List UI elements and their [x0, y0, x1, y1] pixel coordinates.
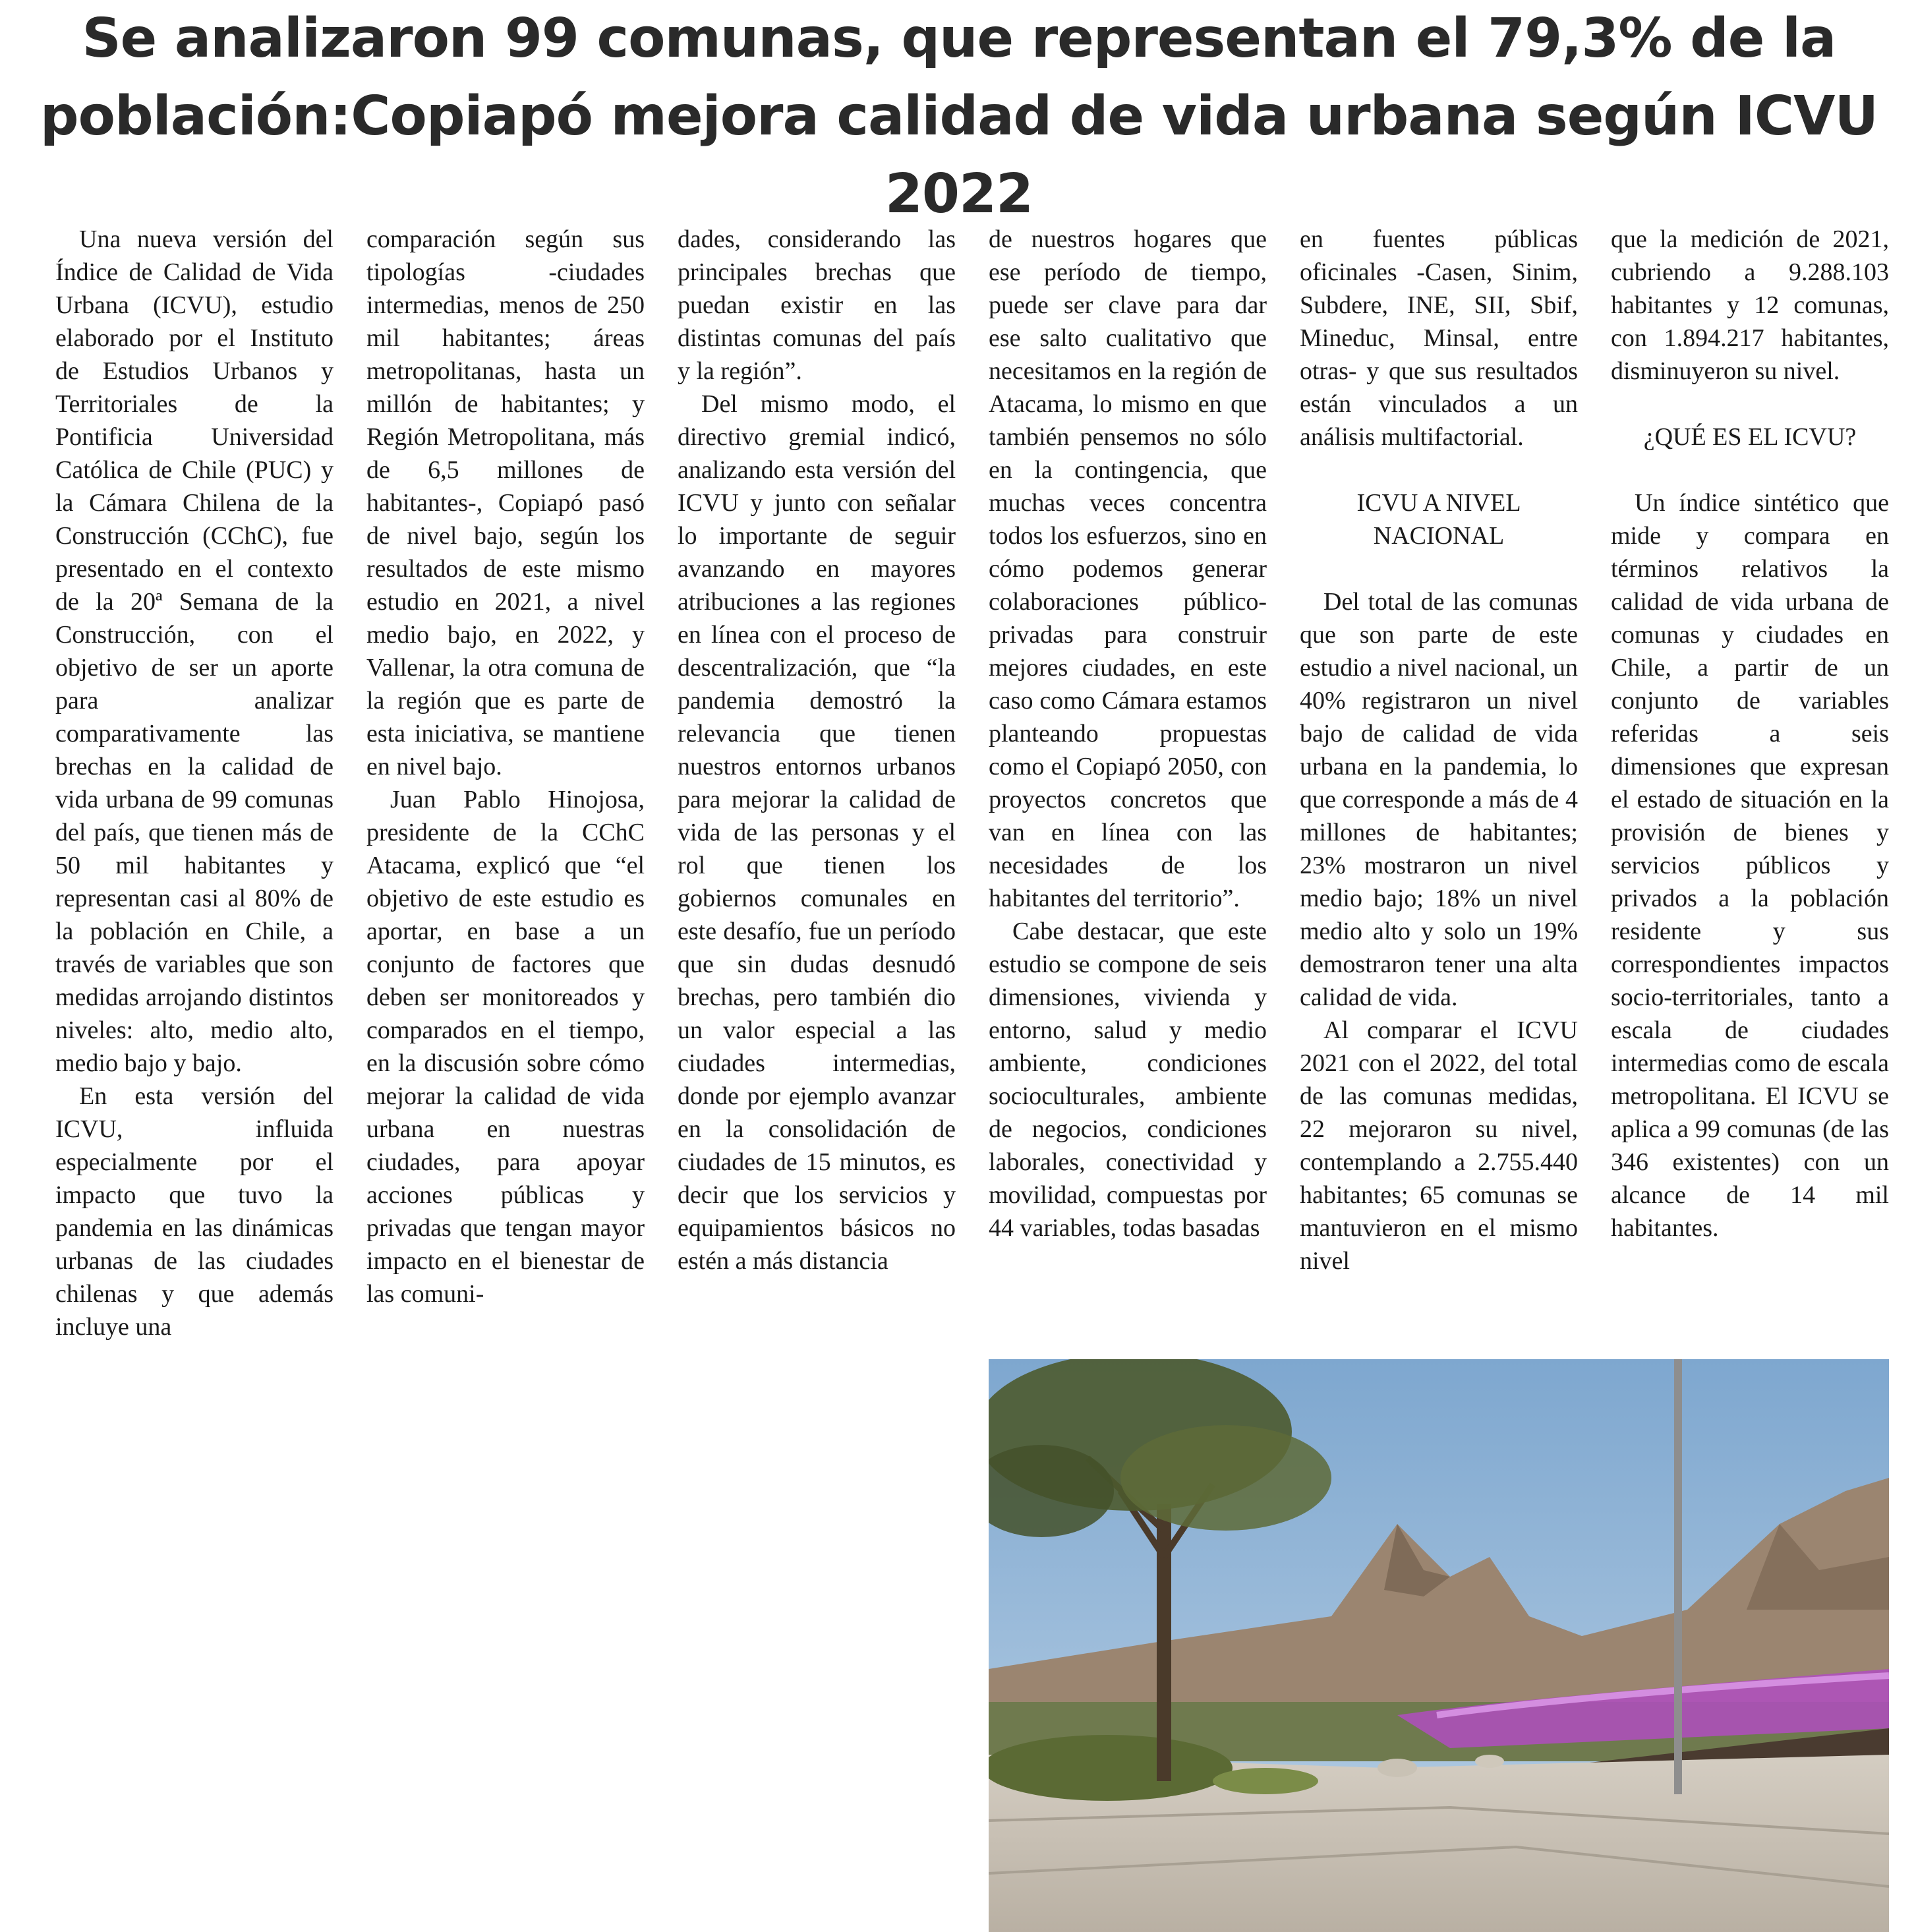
paragraph: En esta versión del ICVU, influida especialmente por el impacto que tuvo la pandemia en las dinámicas urbanas de las ciudades chilenas y que además incluye una [55, 1082, 334, 1341]
paragraph: de nuestros hogares que ese período de tiempo, puede ser clave para dar ese salto cualitativo que necesitamos en la región de Atacama, lo mismo en que también pensemos no sólo en la contingencia, que muchas veces concentra todos los esfuerzos, sino en cómo podemos generar colaboraciones público-privadas para construir mejores ciudades, en este caso como Cámara estamos planteando propuestas como el Copiapó 2050, con proyectos concretos que van en línea con las necesidades de los habitantes del territorio”. [989, 225, 1267, 912]
section-heading: ICVU A NIVEL NACIONAL [1356, 489, 1521, 550]
column-1 [55, 223, 334, 1343]
paragraph: Del mismo modo, el directivo gremial indicó, analizando esta versión del ICVU y junto con señalar lo importante de seguir avanzando en mayores atribuciones a las regiones en línea con el proceso de descentralización, que “la pandemia demostró la relevancia que tienen nuestros entornos urbanos para mejorar la calidad de vida de las personas y el rol que tienen los gobiernos comunales en este desafío, fue un período que sin dudas desnudó brechas, pero también dio un valor especial a las ciudades intermedias, donde por ejemplo avanzar en la consolidación de ciudades de 15 minutos, es decir que los servicios y equipamientos básicos no estén a más distancia [678, 390, 956, 1275]
column-2 [366, 223, 645, 1310]
headline-line-1: Se analizaron 99 comunas, que representan el 79,3% de la [82, 7, 1836, 70]
paragraph: comparación según sus tipologías -ciudades intermedias, menos de 250 mil habitantes; áreas metropolitanas, hasta un millón de habitantes; y Región Metropolitana, más de 6,5 millones de habitantes-, Copiapó pasó de nivel bajo, según los resultados de este mismo estudio en 2021, a nivel medio bajo, en 2022, y Vallenar, la otra comuna de la región que es parte de esta iniciativa, se mantiene en nivel bajo. [366, 225, 645, 780]
section-heading: ¿QUÉ ES EL ICVU? [1643, 423, 1857, 451]
headline [40, 0, 1878, 233]
paragraph: dades, considerando las principales brechas que puedan existir en las distintas comunas del país y la región”. [678, 225, 956, 385]
paragraph: Cabe destacar, que este estudio se compone de seis dimensiones, vivienda y entorno, salud y medio ambiente, condiciones socioculturales, ambiente de negocios, condiciones laborales, conectividad y movilidad, compuestas por 44 variables, todas basadas [989, 918, 1267, 1242]
light-pole [1674, 1359, 1682, 1794]
park-photo-icon [989, 1359, 1889, 1932]
headline-line-2: población:Copiapó mejora calidad de vida urbana según ICVU [40, 85, 1878, 148]
column-4 [989, 223, 1267, 1244]
paragraph: Un índice sintético que mide y compara en términos relativos la calidad de vida urbana de comunas y ciudades en Chile, a partir de un conjunto de variables referidas a seis dimensiones que expresan el estado de situación en la provisión de bienes y servicios públicos y privados a la población residente y sus correspondientes impactos socio-territoriales, tanto a escala de ciudades intermedias como de escala metropolitana. El ICVU se aplica a 99 comunas (de las 346 existentes) con un alcance de 14 mil habitantes. [1611, 489, 1889, 1242]
paragraph: Una nueva versión del Índice de Calidad de Vida Urbana (ICVU), estudio elaborado por el Instituto de Estudios Urbanos y Territoriales de la Pontificia Universidad Católica de Chile (PUC) y la Cámara Chilena de la Construcción (CChC), fue presentado en el contexto de la 20ª Semana de la Construcción, con el objetivo de ser un aporte para analizar comparativamente las brechas en la calidad de vida urbana de 99 comunas del país, que tienen más de 50 mil habitantes y representan casi al 80% de la población en Chile, a través de variables que son medidas arrojando distintos niveles: alto, medio alto, medio bajo y bajo. [55, 225, 334, 1077]
planter-bed [989, 1735, 1233, 1801]
paragraph: que la medición de 2021, cubriendo a 9.288.103 habitantes y 12 comunas, con 1.894.217 habitantes, disminuyeron su nivel. [1611, 225, 1889, 385]
park-photo [989, 1359, 1889, 1932]
headline-line-3: 2022 [885, 163, 1033, 225]
paragraph: Juan Pablo Hinojosa, presidente de la CChC Atacama, explicó que “el objetivo de este estudio es aportar, en base a un conjunto de factores que deben ser monitoreados y comparados en el tiempo, en la discusión sobre cómo mejorar la calidad de vida urbana en nuestras ciudades, para apoyar acciones públicas y privadas que tengan mayor impacto en el bienestar de las comuni- [366, 786, 645, 1308]
paragraph: Al comparar el ICVU 2021 con el 2022, del total de las comunas medidas, 22 mejoraron su nivel, contemplando a 2.755.440 habitantes; 65 comunas se mantuvieron en el mismo nivel [1300, 1016, 1578, 1275]
column-6 [1611, 223, 1889, 1244]
paragraph: en fuentes públicas oficinales -Casen, Sinim, Subdere, INE, SII, Sbif, Mineduc, Minsal, entre otras- y que sus resultados están vinculados a un análisis multifactorial. [1300, 225, 1578, 451]
column-5 [1300, 223, 1578, 1277]
column-3 [678, 223, 956, 1277]
paragraph: Del total de las comunas que son parte de este estudio a nivel nacional, un 40% registraron un nivel bajo de calidad de vida urbana en la pandemia, lo que corresponde a más de 4 millones de habitantes; 23% mostraron un nivel medio bajo; 18% un nivel medio alto y solo un 19% demostraron tener una alta calidad de vida. [1300, 588, 1578, 1011]
